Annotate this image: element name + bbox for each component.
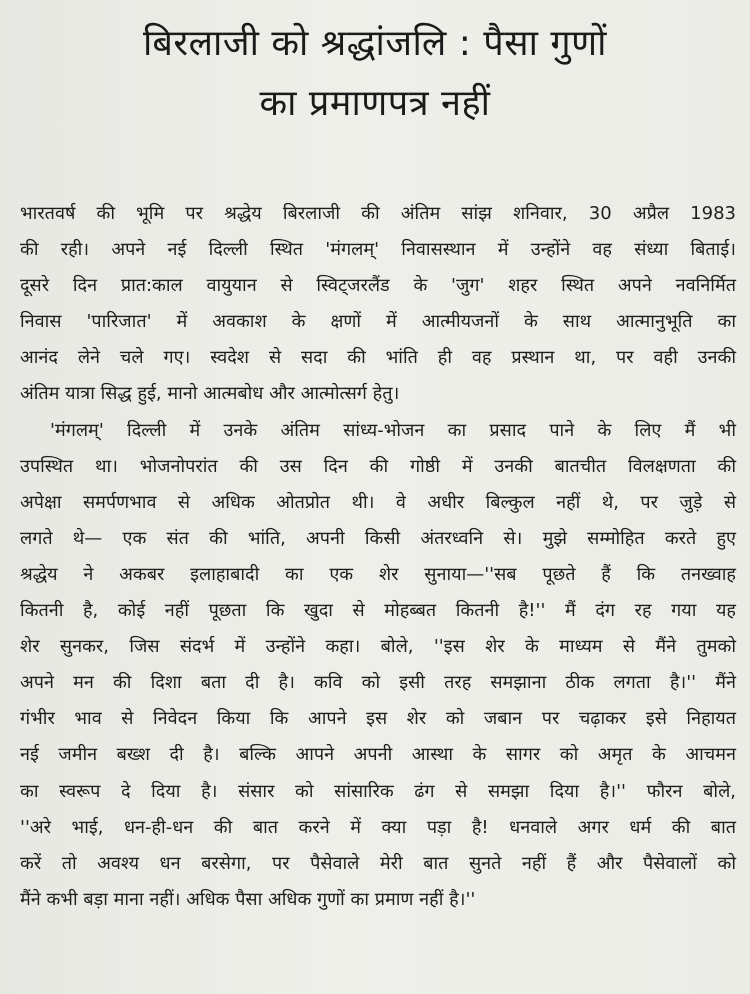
paragraph-1	[20, 196, 736, 413]
text-line: लगते थे— एक संत की भांति, अपनी किसी अंतरध्वनि से। मुझे सम्मोहित करते हुए	[20, 527, 736, 549]
text-line: शेर सुनकर, जिस संदर्भ में उन्होंने कहा। बोले, ''इस शेर के माध्यम से मैंने तुमको	[20, 636, 736, 658]
text-line: अंतिम यात्रा सिद्ध हुई, मानो आत्मबोध और आत्मोत्सर्ग हेतु।	[20, 383, 400, 405]
text-line: अपने मन की दिशा बता दी है। कवि को इसी तरह समझाना ठीक लगता है।'' मैंने	[20, 672, 736, 694]
chapter-title-line-1: बिरलाजी को श्रद्धांजलि : पैसा गुणों	[143, 23, 607, 64]
paragraph-2	[20, 413, 736, 918]
chapter-title-line-2: का प्रमाणपत्र नहीं	[259, 83, 491, 124]
chapter-body	[20, 196, 736, 918]
text-line: श्रद्धेय ने अकबर इलाहाबादी का एक शेर सुनाया—''सब पूछते हैं कि तनख्वाह	[20, 563, 736, 585]
chapter-title	[0, 14, 750, 134]
text-line: गंभीर भाव से निवेदन किया कि आपने इस शेर को जबान पर चढ़ाकर इसे निहायत	[20, 708, 736, 730]
text-line: ''अरे भाई, धन-ही-धन की बात करने में क्या पड़ा है! धनवाले अगर धर्म की बात	[20, 816, 736, 838]
text-line: मैंने कभी बड़ा माना नहीं। अधिक पैसा अधिक गुणों का प्रमाण नहीं है।''	[20, 888, 476, 910]
text-line: दूसरे दिन प्रात:काल वायुयान से स्विट्जरलैंड के 'जुग' शहर स्थित अपने नवनिर्मित	[20, 275, 736, 297]
text-line: का स्वरूप दे दिया है। संसार को सांसारिक ढंग से समझा दिया है।'' फौरन बोले,	[20, 780, 736, 802]
text-line: करें तो अवश्य धन बरसेगा, पर पैसेवाले मेरी बात सुनते नहीं हैं और पैसेवालों को	[20, 852, 736, 874]
text-line: अपेक्षा समर्पणभाव से अधिक ओतप्रोत थी। वे अधीर बिल्कुल नहीं थे, पर जुड़े से	[20, 491, 736, 513]
text-line: की रही। अपने नई दिल्ली स्थित 'मंगलम्' निवासस्थान में उन्होंने वह संध्या बिताई।	[20, 239, 736, 261]
text-line: नई जमीन बख्श दी है। बल्कि आपने अपनी आस्था के सागर को अमृत के आचमन	[20, 744, 736, 766]
text-line: आनंद लेने चले गए। स्वदेश से सदा की भांति ही वह प्रस्थान था, पर वही उनकी	[20, 347, 736, 369]
text-line: कितनी है, कोई नहीं पूछता कि खुदा से मोहब्बत कितनी है!'' मैं दंग रह गया यह	[20, 600, 736, 622]
text-line: भारतवर्ष की भूमि पर श्रद्धेय बिरलाजी की अंतिम सांझ शनिवार, 30 अप्रैल 1983	[20, 203, 736, 224]
text-line: उपस्थित था। भोजनोपरांत की उस दिन की गोष्ठी में उनकी बातचीत विलक्षणता की	[20, 455, 736, 477]
text-line: निवास 'पारिजात' में अवकाश के क्षणों में आत्मीयजनों के साथ आत्मानुभूति का	[20, 311, 736, 333]
text-line: 'मंगलम्' दिल्ली में उनके अंतिम सांध्य-भोजन का प्रसाद पाने के लिए मैं भी	[50, 419, 736, 441]
